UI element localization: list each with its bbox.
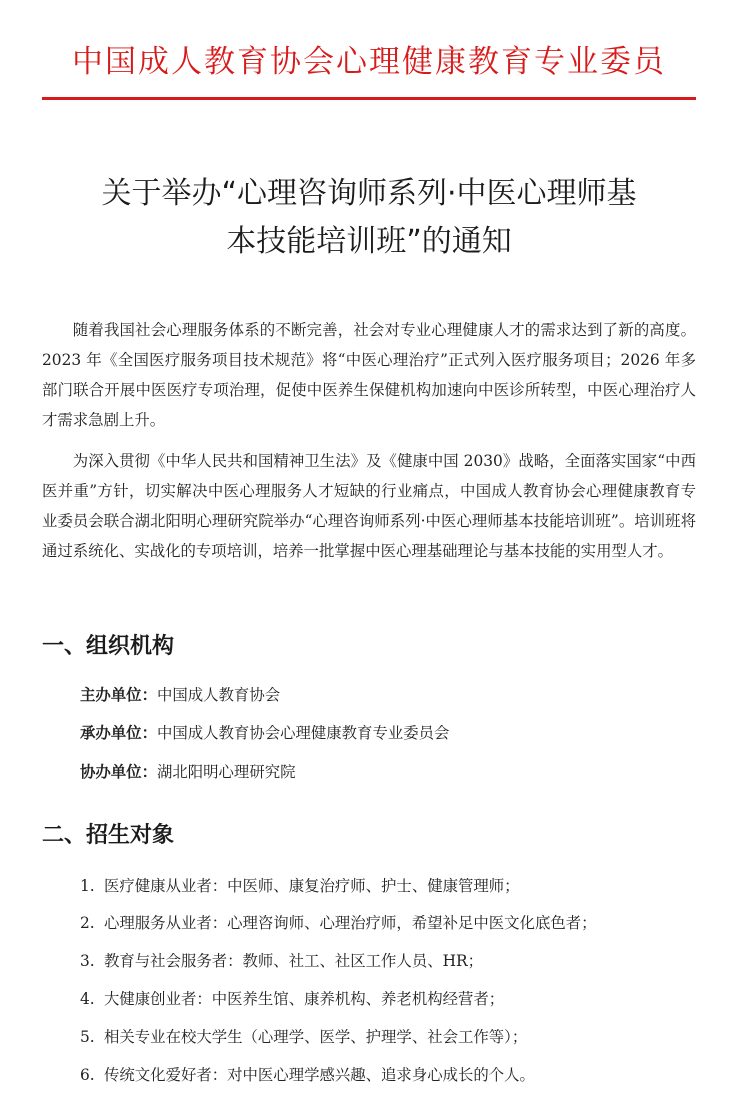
notice-title: [30, 170, 708, 266]
list-number: 3.: [80, 952, 95, 970]
org-value: 中国成人教育协会: [156, 686, 281, 704]
intro-paragraph-1: 随着我国社会心理服务体系的不断完善，社会对专业心理健康人才的需求达到了新的高度。2023 年《全国医疗服务项目技术规范》将“中医心理治疗”正式列入医疗服务项目；2026 年多部门联合开展中医医疗专项治理，促使中医养生保健机构加速向中医诊所转型，中医心理治疗人才需求急剧上升。: [42, 321, 696, 429]
audience-list-item: [80, 1023, 710, 1051]
list-text: 心理服务从业者：心理咨询师、心理治疗师，希望补足中医文化底色者；: [104, 914, 597, 932]
org-row-organizer: [80, 719, 700, 747]
list-text: 大健康创业者：中医养生馆、康养机构、养老机构经营者；: [104, 990, 505, 1008]
list-text: 相关专业在校大学生（心理学、医学、护理学、社会工作等）；: [104, 1028, 528, 1046]
header-divider: [42, 97, 696, 100]
org-label: 承办单位：: [80, 724, 157, 742]
notice-title-line-1: 关于举办“心理咨询师系列·中医心理师基: [101, 176, 637, 211]
notice-title-line-2: 本技能培训班”的通知: [226, 224, 512, 259]
audience-list-item: [80, 985, 710, 1013]
audience-list-item: [80, 872, 710, 900]
org-row-co-organizer: [80, 758, 700, 786]
list-number: 6.: [80, 1066, 95, 1084]
org-value: 湖北阳明心理研究院: [156, 763, 296, 781]
list-text: 医疗健康从业者：中医师、康复治疗师、护士、健康管理师；: [104, 877, 520, 895]
list-number: 2.: [80, 914, 95, 932]
intro-paragraph-2: 为深入贯彻《中华人民共和国精神卫生法》及《健康中国 2030》战略，全面落实国家“中西医并重”方针，切实解决中医心理服务人才短缺的行业痛点，中国成人教育协会心理健康教育专业委员会联合湖北阳明心理研究院举办“心理咨询师系列·中医心理师基本技能培训班”。培训班将通过系统化、实战化的专项培训，培养一批掌握中医心理基础理论与基本技能的实用型人才。: [42, 452, 696, 560]
org-label: 主办单位：: [80, 686, 157, 704]
section-heading-organization: 一、组织机构: [42, 634, 175, 659]
organization-header: 中国成人教育协会心理健康教育专业委员: [72, 44, 666, 80]
audience-list-item: [80, 947, 710, 975]
list-number: 1.: [80, 877, 95, 895]
org-value: 中国成人教育协会心理健康教育专业委员会: [156, 724, 450, 742]
list-number: 5.: [80, 1028, 95, 1046]
audience-list-item: [80, 1061, 710, 1089]
list-number: 4.: [80, 990, 95, 1008]
org-row-host: [80, 681, 700, 709]
list-text: 教育与社会服务者：教师、社工、社区工作人员、HR；: [104, 952, 483, 970]
list-text: 传统文化爱好者：对中医心理学感兴趣、追求身心成长的个人。: [104, 1066, 535, 1084]
org-label: 协办单位：: [80, 763, 157, 781]
audience-list-item: [80, 909, 710, 937]
section-heading-audience: 二、招生对象: [42, 823, 175, 848]
